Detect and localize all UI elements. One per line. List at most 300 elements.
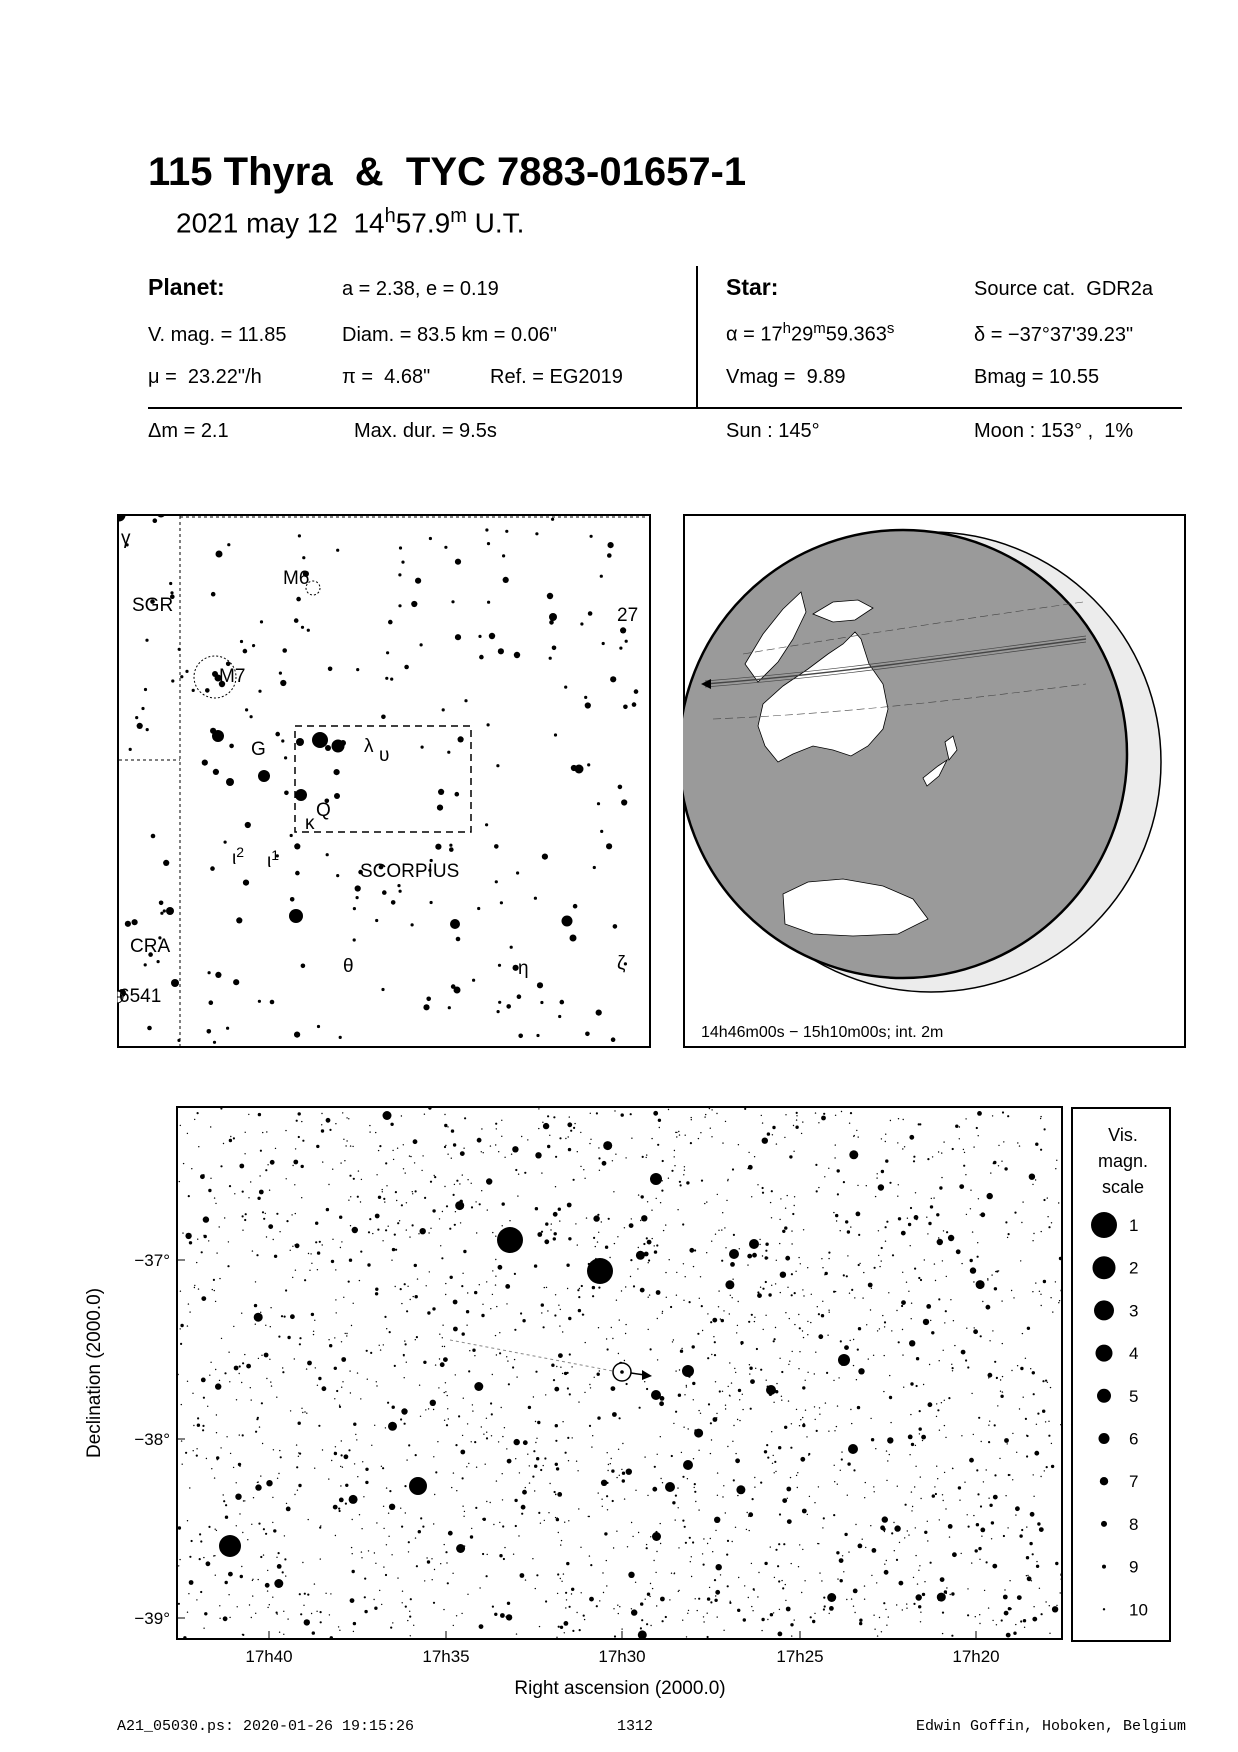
page-title: 115 Thyra & TYC 7883-01657-1 xyxy=(148,150,747,194)
detail-star xyxy=(988,1498,989,1499)
detail-star xyxy=(998,1165,999,1166)
detail-star xyxy=(384,1201,385,1202)
detail-star xyxy=(991,1538,992,1539)
detail-star xyxy=(1014,1212,1016,1214)
detail-star xyxy=(918,1277,920,1279)
detail-star xyxy=(599,1600,600,1601)
detail-star xyxy=(405,1606,407,1608)
finder-star xyxy=(411,923,414,926)
y-tick-label: −38° xyxy=(134,1430,170,1449)
finder-star xyxy=(391,900,396,905)
detail-star xyxy=(362,1461,363,1462)
detail-star xyxy=(673,1339,674,1340)
detail-star xyxy=(988,1373,993,1378)
finder-star xyxy=(607,553,612,558)
detail-star xyxy=(423,1483,426,1486)
finder-star xyxy=(451,984,456,989)
detail-star xyxy=(197,1417,199,1419)
detail-star xyxy=(474,1382,483,1391)
detail-star xyxy=(977,1242,978,1243)
detail-star xyxy=(412,1224,414,1226)
detail-star xyxy=(326,1118,331,1123)
detail-star xyxy=(444,1124,447,1127)
detail-star xyxy=(796,1475,797,1476)
detail-star xyxy=(771,1285,772,1286)
finder-star xyxy=(625,640,628,643)
detail-star xyxy=(671,1573,672,1574)
detail-star xyxy=(462,1477,464,1479)
detail-star xyxy=(592,1435,593,1436)
detail-star xyxy=(486,1178,492,1184)
detail-star xyxy=(593,1215,599,1221)
detail-star xyxy=(578,1401,579,1402)
detail-star xyxy=(406,1229,407,1230)
detail-star xyxy=(705,1114,706,1115)
detail-star xyxy=(1048,1435,1050,1437)
detail-star xyxy=(215,1575,216,1576)
detail-star xyxy=(538,1512,540,1514)
detail-star xyxy=(409,1236,410,1237)
detail-star xyxy=(944,1425,945,1426)
detail-star xyxy=(687,1613,688,1614)
motion-arrow-icon xyxy=(642,1370,652,1380)
detail-star xyxy=(486,1575,488,1577)
detail-star xyxy=(521,1505,526,1510)
planet-heading: Planet: xyxy=(148,274,225,300)
detail-star xyxy=(300,1613,302,1615)
detail-star xyxy=(884,1355,885,1356)
detail-star xyxy=(375,1292,378,1295)
finder-star xyxy=(479,655,484,660)
detail-star xyxy=(920,1621,921,1622)
detail-star xyxy=(266,1236,267,1237)
detail-star xyxy=(794,1619,795,1620)
detail-star xyxy=(360,1201,361,1202)
detail-star xyxy=(887,1460,888,1461)
detail-star xyxy=(1004,1438,1009,1443)
detail-star xyxy=(558,1532,559,1533)
scale-title-line: scale xyxy=(1101,1177,1145,1197)
detail-star xyxy=(200,1540,202,1542)
detail-star xyxy=(779,1609,780,1610)
detail-star xyxy=(341,1454,343,1456)
detail-star xyxy=(320,1525,321,1526)
detail-star xyxy=(843,1571,844,1572)
detail-star xyxy=(1055,1168,1056,1169)
detail-star xyxy=(752,1498,754,1500)
detail-star xyxy=(454,1224,456,1226)
detail-star xyxy=(1004,1589,1005,1590)
detail-star xyxy=(479,1284,480,1285)
detail-star xyxy=(966,1214,967,1215)
detail-star xyxy=(544,1520,545,1521)
detail-star xyxy=(891,1532,893,1534)
detail-star xyxy=(576,1461,577,1462)
detail-star xyxy=(961,1553,962,1554)
finder-star xyxy=(302,556,305,559)
detail-star xyxy=(683,1427,684,1428)
detail-star xyxy=(787,1519,792,1524)
detail-star xyxy=(547,1310,548,1311)
detail-star xyxy=(911,1443,914,1446)
detail-star xyxy=(829,1613,830,1614)
detail-star xyxy=(499,1522,500,1523)
detail-star xyxy=(445,1294,446,1295)
detail-star xyxy=(228,1594,229,1595)
detail-star xyxy=(1032,1371,1035,1374)
detail-star xyxy=(980,1212,985,1217)
finder-star xyxy=(243,880,249,886)
detail-star xyxy=(372,1233,373,1234)
detail-star xyxy=(420,1228,426,1234)
detail-star xyxy=(590,1139,591,1140)
detail-star xyxy=(330,1593,331,1594)
detail-star xyxy=(719,1390,721,1392)
detail-star xyxy=(400,1288,402,1290)
detail-star xyxy=(189,1556,191,1558)
detail-star xyxy=(898,1217,901,1220)
detail-star xyxy=(786,1607,791,1612)
detail-star xyxy=(1016,1452,1017,1453)
detail-star xyxy=(897,1142,898,1143)
detail-star xyxy=(584,1178,585,1179)
finder-star xyxy=(517,994,522,999)
finder-star xyxy=(163,909,166,912)
detail-star xyxy=(677,1209,678,1210)
detail-star xyxy=(208,1526,210,1528)
detail-star xyxy=(265,1325,266,1326)
detail-star xyxy=(945,1310,947,1312)
detail-star xyxy=(210,1126,211,1127)
detail-star xyxy=(536,1438,537,1439)
moon-elongation: Moon : 153° , 1% xyxy=(974,420,1134,442)
detail-star xyxy=(649,1596,650,1597)
detail-star xyxy=(204,1612,207,1615)
detail-star xyxy=(665,1224,666,1225)
detail-star xyxy=(602,1161,607,1166)
finder-star xyxy=(339,1036,342,1039)
detail-star xyxy=(751,1314,753,1316)
detail-star xyxy=(936,1466,937,1467)
detail-star xyxy=(807,1334,808,1335)
detail-star xyxy=(660,1478,661,1479)
detail-star xyxy=(958,1486,961,1489)
detail-star xyxy=(290,1250,291,1251)
detail-star xyxy=(558,1353,563,1358)
detail-star xyxy=(810,1616,812,1618)
detail-star xyxy=(613,1547,614,1548)
detail-star xyxy=(992,1115,993,1116)
detail-star xyxy=(612,1412,617,1417)
detail-star xyxy=(823,1517,825,1519)
detail-star xyxy=(842,1555,843,1556)
detail-star xyxy=(780,1198,781,1199)
finder-star xyxy=(611,1037,616,1042)
detail-star xyxy=(292,1277,293,1278)
detail-star xyxy=(850,1112,852,1114)
detail-star xyxy=(196,1455,198,1457)
detail-star xyxy=(791,1294,793,1296)
detail-star xyxy=(246,1364,251,1369)
detail-star xyxy=(260,1150,262,1152)
detail-star xyxy=(304,1619,310,1625)
detail-star xyxy=(606,1585,607,1586)
detail-star xyxy=(908,1223,911,1226)
detail-star xyxy=(178,1526,181,1529)
detail-star xyxy=(252,1579,253,1580)
detail-star xyxy=(787,1287,788,1288)
detail-star xyxy=(785,1256,790,1261)
detail-star xyxy=(380,1349,381,1350)
detail-star xyxy=(864,1599,865,1600)
detail-star xyxy=(385,1162,387,1164)
detail-star xyxy=(943,1230,944,1231)
detail-star xyxy=(548,1512,549,1513)
detail-star xyxy=(885,1241,886,1242)
detail-star xyxy=(964,1152,965,1153)
finder-star xyxy=(619,647,622,650)
detail-star xyxy=(341,1387,342,1388)
detail-star xyxy=(434,1175,435,1176)
detail-star xyxy=(339,1216,342,1219)
detail-star xyxy=(926,1304,931,1309)
detail-star xyxy=(322,1386,327,1391)
detail-star xyxy=(345,1484,348,1487)
detail-star xyxy=(388,1422,397,1431)
detail-star xyxy=(259,1175,260,1176)
y-tick-label: −37° xyxy=(134,1251,170,1270)
detail-star xyxy=(707,1313,708,1314)
detail-star xyxy=(871,1438,874,1441)
detail-star xyxy=(579,1629,581,1631)
finder-star xyxy=(602,642,605,645)
detail-star xyxy=(879,1617,880,1618)
detail-star xyxy=(918,1570,919,1571)
detail-star xyxy=(698,1410,699,1411)
detail-star xyxy=(993,1495,998,1500)
detail-star xyxy=(688,1610,689,1611)
detail-star xyxy=(691,1556,692,1557)
detail-star xyxy=(506,1303,507,1304)
detail-star xyxy=(799,1351,800,1352)
detail-star xyxy=(665,1272,666,1273)
detail-star xyxy=(614,1635,616,1637)
detail-star xyxy=(884,1570,889,1575)
detail-star xyxy=(978,1198,979,1199)
detail-star xyxy=(785,1312,786,1313)
detail-star xyxy=(662,1482,663,1483)
detail-star xyxy=(970,1259,973,1262)
detail-star xyxy=(781,1400,782,1401)
detail-star xyxy=(502,1473,503,1474)
detail-star xyxy=(714,1579,716,1581)
detail-star xyxy=(467,1292,468,1293)
detail-star xyxy=(332,1239,333,1240)
detail-star xyxy=(932,1494,935,1497)
detail-star xyxy=(1036,1565,1039,1568)
detail-star xyxy=(959,1126,960,1127)
detail-star xyxy=(707,1636,709,1638)
detail-star xyxy=(242,1230,243,1231)
detail-star xyxy=(646,1623,648,1625)
detail-star xyxy=(672,1341,673,1342)
detail-star xyxy=(512,1228,515,1231)
magnitude-label: 5 xyxy=(1129,1386,1139,1406)
detail-star xyxy=(240,1575,243,1578)
detail-star xyxy=(725,1408,726,1409)
detail-star xyxy=(426,1285,427,1286)
detail-star xyxy=(455,1211,456,1212)
detail-star xyxy=(286,1507,291,1512)
detail-star xyxy=(783,1543,785,1545)
detail-star xyxy=(262,1132,263,1133)
detail-star xyxy=(732,1541,733,1542)
detail-star xyxy=(652,1238,653,1239)
detail-star xyxy=(428,1232,429,1233)
detail-star xyxy=(383,1111,392,1120)
detail-star xyxy=(1008,1474,1010,1476)
detail-star xyxy=(1013,1632,1016,1635)
detail-star xyxy=(789,1361,790,1362)
detail-star xyxy=(1026,1435,1027,1436)
detail-star xyxy=(410,1156,411,1157)
magnitude-label: 2 xyxy=(1129,1258,1139,1278)
detail-star xyxy=(374,1552,375,1553)
detail-star xyxy=(501,1120,502,1121)
detail-star xyxy=(375,1132,376,1133)
detail-star xyxy=(942,1612,944,1614)
detail-star xyxy=(715,1530,716,1531)
detail-star xyxy=(889,1375,890,1376)
detail-star xyxy=(549,1135,550,1136)
detail-star xyxy=(338,1626,339,1627)
detail-star xyxy=(490,1402,492,1404)
detail-star xyxy=(285,1289,287,1291)
finder-star xyxy=(236,917,242,923)
detail-star xyxy=(937,1239,943,1245)
detail-star xyxy=(1032,1184,1033,1185)
detail-star xyxy=(790,1623,793,1626)
detail-star xyxy=(781,1371,783,1373)
detail-star xyxy=(523,1440,528,1445)
detail-star xyxy=(570,1130,572,1132)
detail-star xyxy=(200,1174,205,1179)
detail-star xyxy=(392,1150,393,1151)
detail-star xyxy=(408,1551,409,1552)
detail-star xyxy=(439,1218,440,1219)
detail-star xyxy=(665,1482,675,1492)
detail-star xyxy=(607,1470,608,1471)
detail-star xyxy=(815,1112,816,1113)
detail-star xyxy=(410,1635,411,1636)
detail-star xyxy=(349,1495,358,1504)
detail-star xyxy=(853,1589,858,1594)
detail-star xyxy=(966,1328,967,1329)
detail-star xyxy=(639,1407,641,1409)
detail-star xyxy=(833,1291,835,1293)
detail-star xyxy=(887,1437,893,1443)
detail-star xyxy=(418,1233,419,1234)
detail-star xyxy=(775,1471,776,1472)
detail-star xyxy=(412,1193,413,1194)
detail-star xyxy=(814,1406,815,1407)
detail-star xyxy=(896,1310,897,1311)
detail-star xyxy=(729,1249,739,1259)
detail-star xyxy=(836,1220,837,1221)
detail-star xyxy=(404,1340,405,1341)
detail-star xyxy=(676,1295,677,1296)
detail-star xyxy=(678,1547,679,1548)
detail-star xyxy=(456,1490,457,1491)
detail-star xyxy=(298,1136,300,1138)
detail-star xyxy=(709,1108,710,1109)
detail-star xyxy=(824,1176,825,1177)
detail-star xyxy=(952,1370,953,1371)
detail-star xyxy=(767,1257,768,1258)
detail-star xyxy=(560,1367,561,1368)
y-tick-label: −39° xyxy=(134,1609,170,1628)
detail-star xyxy=(764,1562,767,1565)
finder-star xyxy=(226,1027,229,1030)
detail-star xyxy=(452,1573,453,1574)
finder-star xyxy=(180,675,183,678)
detail-star xyxy=(776,1260,777,1261)
detail-star xyxy=(329,1344,332,1347)
detail-star xyxy=(481,1190,482,1191)
detail-star xyxy=(311,1263,312,1264)
detail-star xyxy=(208,1189,211,1192)
detail-star xyxy=(802,1509,807,1514)
detail-star xyxy=(802,1549,803,1550)
detail-star xyxy=(219,1380,220,1381)
detail-star xyxy=(555,1294,556,1295)
detail-star xyxy=(361,1179,362,1180)
detail-star xyxy=(775,1327,776,1328)
detail-star xyxy=(922,1593,925,1596)
label-cra: CRA xyxy=(130,936,171,957)
detail-star xyxy=(952,1468,953,1469)
detail-star xyxy=(474,1355,475,1356)
finder-star xyxy=(537,982,543,988)
detail-star xyxy=(819,1414,820,1415)
finder-star xyxy=(336,874,339,877)
detail-star xyxy=(599,1370,600,1371)
finder-star xyxy=(245,822,251,828)
detail-star xyxy=(479,1587,480,1588)
detail-star xyxy=(915,1445,916,1446)
detail-star xyxy=(711,1354,712,1355)
detail-star xyxy=(793,1151,794,1152)
detail-star xyxy=(1040,1149,1042,1151)
magnitude-label: 4 xyxy=(1129,1344,1139,1364)
detail-star xyxy=(472,1404,473,1405)
detail-star xyxy=(772,1126,775,1129)
detail-star xyxy=(522,1490,527,1495)
detail-star xyxy=(606,1495,608,1497)
detail-star xyxy=(991,1521,994,1524)
detail-star xyxy=(983,1481,984,1482)
detail-star xyxy=(1051,1465,1054,1468)
label-eta: η xyxy=(518,958,529,979)
detail-star xyxy=(189,1580,194,1585)
detail-star xyxy=(1039,1291,1040,1292)
detail-star xyxy=(907,1530,908,1531)
detail-star xyxy=(791,1635,792,1636)
detail-star xyxy=(771,1431,772,1432)
detail-star xyxy=(1000,1379,1001,1380)
detail-star xyxy=(718,1290,719,1291)
detail-star xyxy=(430,1181,432,1183)
